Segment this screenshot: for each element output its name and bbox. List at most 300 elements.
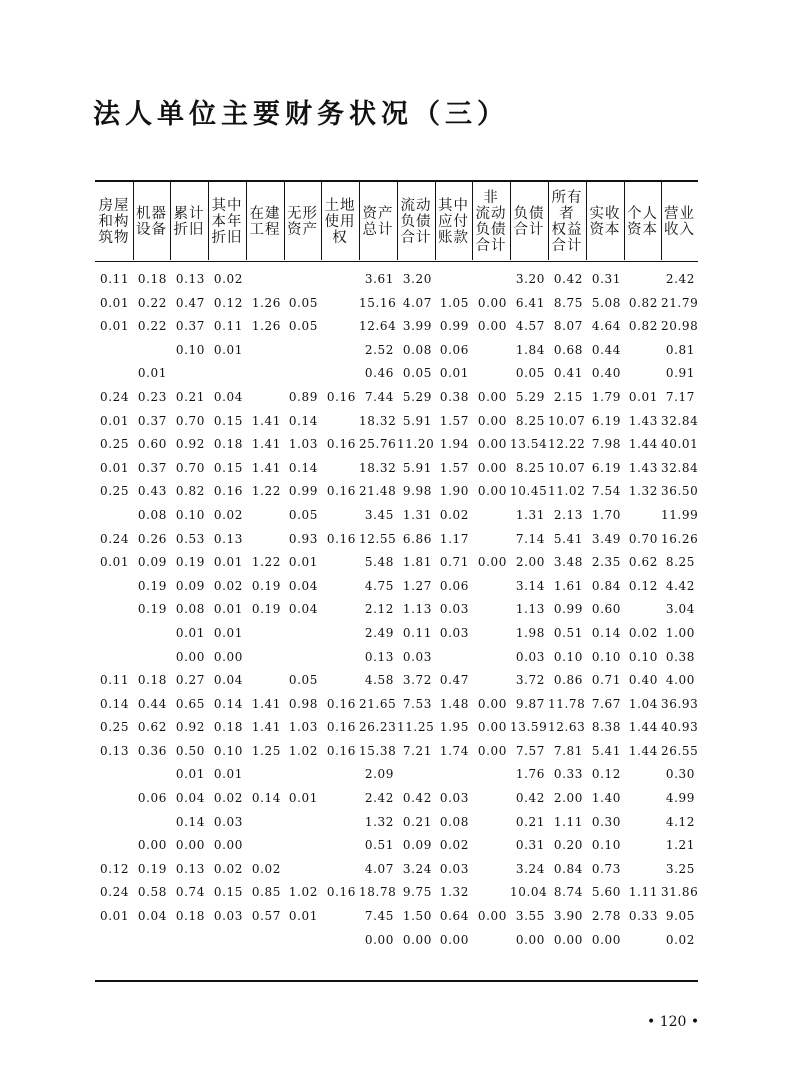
- table-cell: 1.44: [628, 437, 658, 452]
- column-header: [170, 184, 208, 260]
- page-number: • 120 •: [647, 1014, 700, 1030]
- table-cell: 0.57: [251, 909, 281, 924]
- table-cell: 0.00: [137, 838, 167, 853]
- table-cell: 12.55: [359, 531, 397, 546]
- table-cell: 0.41: [553, 366, 583, 381]
- table-cell: 1.61: [553, 578, 583, 593]
- table-cell: 8.74: [553, 885, 583, 900]
- table-cell: 0.68: [553, 342, 583, 357]
- table-cell: 36.93: [661, 696, 699, 711]
- table-cell: 7.81: [553, 743, 583, 758]
- table-cell: 8.38: [591, 720, 621, 735]
- table-cell: 8.07: [553, 319, 583, 334]
- table-cell: 0.44: [137, 696, 167, 711]
- table-row: [95, 480, 698, 504]
- table-cell: 3.72: [402, 673, 432, 688]
- table-cell: 0.12: [591, 767, 621, 782]
- table-cell: 0.02: [213, 578, 243, 593]
- table-cell: 1.25: [251, 743, 281, 758]
- table-cell: 3.49: [591, 531, 621, 546]
- table-cell: 11.20: [397, 437, 435, 452]
- table-cell: 1.03: [288, 437, 318, 452]
- table-cell: 1.43: [628, 460, 658, 475]
- table-cell: 12.22: [548, 437, 586, 452]
- table-cell: 21.48: [359, 484, 397, 499]
- table-cell: 0.01: [213, 342, 243, 357]
- table-cell: 0.03: [439, 625, 469, 640]
- table-cell: 36.50: [661, 484, 699, 499]
- table-cell: 1.02: [288, 743, 318, 758]
- table-cell: 1.41: [251, 437, 281, 452]
- table-cell: 0.82: [628, 295, 658, 310]
- table-cell: 6.19: [591, 413, 621, 428]
- table-cell: 7.54: [591, 484, 621, 499]
- table-cell: 1.26: [251, 319, 281, 334]
- table-cell: 0.05: [288, 295, 318, 310]
- table-cell: 0.19: [251, 602, 281, 617]
- table-cell: 2.13: [553, 507, 583, 522]
- table-cell: 0.05: [288, 319, 318, 334]
- table-cell: 0.64: [439, 909, 469, 924]
- table-cell: 0.05: [515, 366, 545, 381]
- table-cell: 0.12: [213, 295, 243, 310]
- table-cell: 2.42: [665, 272, 695, 286]
- table-cell: 0.16: [326, 885, 356, 900]
- table-cell: 0.02: [213, 791, 243, 806]
- table-cell: 1.44: [628, 720, 658, 735]
- table-cell: 0.14: [288, 413, 318, 428]
- table-cell: 0.51: [364, 838, 394, 853]
- table-cell: 2.12: [364, 602, 394, 617]
- table-cell: 26.55: [661, 743, 699, 758]
- table-cell: 3.45: [364, 507, 394, 522]
- table-cell: 7.44: [364, 389, 394, 404]
- table-cell: 0.03: [439, 602, 469, 617]
- table-cell: 0.00: [477, 437, 507, 452]
- table-cell: 0.38: [439, 389, 469, 404]
- table-cell: 0.86: [553, 673, 583, 688]
- table-cell: 0.02: [439, 838, 469, 853]
- table-cell: 1.94: [439, 437, 469, 452]
- table-cell: 1.81: [402, 555, 432, 570]
- table-cell: 25.76: [359, 437, 397, 452]
- table-cell: 5.91: [402, 460, 432, 475]
- table-cell: 0.84: [553, 861, 583, 876]
- table-cell: 40.93: [661, 720, 699, 735]
- table-cell: 0.01: [213, 767, 243, 782]
- table-cell: 7.57: [515, 743, 545, 758]
- table-cell: 0.10: [553, 649, 583, 664]
- table-cell: 0.00: [477, 909, 507, 924]
- table-cell: 0.30: [591, 814, 621, 829]
- table-cell: 1.76: [515, 767, 545, 782]
- table-cell: 3.25: [665, 861, 695, 876]
- table-cell: 0.02: [439, 507, 469, 522]
- column-header-label: 个人 资本: [627, 206, 658, 238]
- table-cell: 0.10: [591, 838, 621, 853]
- table-cell: 1.84: [515, 342, 545, 357]
- table-cell: 4.07: [402, 295, 432, 310]
- table-cell: 5.41: [553, 531, 583, 546]
- table-cell: 0.16: [326, 484, 356, 499]
- table-cell: 9.87: [515, 696, 545, 711]
- table-cell: 2.42: [364, 791, 394, 806]
- table-cell: 1.57: [439, 413, 469, 428]
- table-cell: 1.44: [628, 743, 658, 758]
- table-cell: 0.01: [100, 413, 130, 428]
- table-cell: 0.18: [175, 909, 205, 924]
- table-cell: 13.54: [510, 437, 548, 452]
- table-cell: 0.00: [477, 319, 507, 334]
- table-cell: 5.41: [591, 743, 621, 758]
- table-cell: 0.42: [402, 791, 432, 806]
- table-cell: 3.14: [515, 578, 545, 593]
- table-cell: 0.13: [213, 531, 243, 546]
- table-cell: 0.14: [288, 460, 318, 475]
- column-header: [548, 184, 586, 260]
- table-cell: 0.70: [175, 413, 205, 428]
- table-cell: 1.98: [515, 625, 545, 640]
- table-cell: 0.08: [175, 602, 205, 617]
- column-header-label: 资产 总计: [362, 206, 394, 238]
- table-cell: 0.01: [439, 366, 469, 381]
- table-bottom-rule: [95, 980, 698, 982]
- table-cell: 0.01: [213, 602, 243, 617]
- table-cell: 9.98: [402, 484, 432, 499]
- column-header-label: 无形 资产: [287, 206, 318, 238]
- table-cell: 0.01: [100, 319, 130, 334]
- table-cell: 7.67: [591, 696, 621, 711]
- table-cell: 0.00: [477, 484, 507, 499]
- table-cell: 0.02: [213, 507, 243, 522]
- table-cell: 0.02: [665, 932, 695, 947]
- table-cell: 0.73: [591, 861, 621, 876]
- table-cell: 0.16: [326, 720, 356, 735]
- table-cell: 0.01: [100, 295, 130, 310]
- table-cell: 0.19: [137, 861, 167, 876]
- table-cell: 0.10: [175, 342, 205, 357]
- table-cell: 0.01: [288, 909, 318, 924]
- table-cell: 1.41: [251, 413, 281, 428]
- column-header: [208, 184, 246, 260]
- table-cell: 0.00: [402, 932, 432, 947]
- table-cell: 4.64: [591, 319, 621, 334]
- table-cell: 0.53: [175, 531, 205, 546]
- table-cell: 5.29: [515, 389, 545, 404]
- table-cell: 0.25: [100, 484, 130, 499]
- table-cell: 7.98: [591, 437, 621, 452]
- table-cell: 0.19: [137, 578, 167, 593]
- table-cell: 1.32: [364, 814, 394, 829]
- table-cell: 16.26: [661, 531, 699, 546]
- table-cell: 10.45: [510, 484, 548, 499]
- table-cell: 1.48: [439, 696, 469, 711]
- column-header: [359, 184, 397, 260]
- table-cell: 32.84: [661, 413, 699, 428]
- table-cell: 0.05: [402, 366, 432, 381]
- table-cell: 4.42: [665, 578, 695, 593]
- table-cell: 0.92: [175, 720, 205, 735]
- table-cell: 0.15: [213, 460, 243, 475]
- column-header-label: 其中 本年 折旧: [211, 198, 243, 246]
- table-cell: 0.02: [628, 625, 658, 640]
- table-cell: 0.31: [515, 838, 545, 853]
- table-cell: 0.27: [175, 673, 205, 688]
- table-row: [95, 362, 698, 386]
- table-row: [95, 386, 698, 410]
- table-cell: 0.03: [439, 791, 469, 806]
- table-cell: 1.31: [515, 507, 545, 522]
- table-cell: 26.23: [359, 720, 397, 735]
- table-cell: 0.01: [213, 555, 243, 570]
- table-cell: 1.11: [628, 885, 658, 900]
- table-cell: 0.91: [665, 366, 695, 381]
- table-cell: 0.13: [364, 649, 394, 664]
- table-cell: 0.00: [477, 720, 507, 735]
- table-row: [95, 693, 698, 717]
- table-cell: 3.90: [553, 909, 583, 924]
- table-cell: 0.00: [477, 460, 507, 475]
- table-row: [95, 834, 698, 858]
- table-cell: 7.21: [402, 743, 432, 758]
- table-cell: 0.16: [326, 437, 356, 452]
- table-cell: 4.57: [515, 319, 545, 334]
- table-cell: 0.37: [175, 319, 205, 334]
- table-cell: 4.75: [364, 578, 394, 593]
- table-row: [95, 292, 698, 316]
- table-cell: 8.25: [665, 555, 695, 570]
- table-cell: 0.00: [477, 413, 507, 428]
- table-cell: 0.02: [213, 861, 243, 876]
- table-cell: 0.00: [439, 932, 469, 947]
- table-cell: 0.05: [288, 673, 318, 688]
- table-cell: 0.13: [175, 861, 205, 876]
- table-body: [95, 268, 698, 952]
- table-cell: 3.20: [515, 272, 545, 286]
- table-cell: 2.00: [553, 791, 583, 806]
- table-cell: 40.01: [661, 437, 699, 452]
- table-cell: 1.50: [402, 909, 432, 924]
- table-cell: 0.00: [477, 295, 507, 310]
- table-row: [95, 669, 698, 693]
- column-header-label: 在建 工程: [249, 206, 281, 238]
- table-cell: 0.99: [288, 484, 318, 499]
- table-cell: 0.40: [628, 673, 658, 688]
- column-header: [133, 184, 170, 260]
- column-header-label: 其中 应付 账款: [438, 198, 469, 246]
- table-cell: 0.37: [137, 413, 167, 428]
- table-cell: 0.21: [402, 814, 432, 829]
- table-cell: 1.57: [439, 460, 469, 475]
- table-cell: 0.06: [439, 342, 469, 357]
- column-header-label: 流动 负债 合计: [400, 198, 432, 246]
- table-cell: 1.32: [628, 484, 658, 499]
- table-cell: 3.24: [515, 861, 545, 876]
- table-cell: 0.62: [628, 555, 658, 570]
- table-cell: 11.78: [548, 696, 586, 711]
- table-cell: 0.01: [288, 555, 318, 570]
- table-cell: 0.08: [402, 342, 432, 357]
- table-cell: 0.84: [591, 578, 621, 593]
- table-cell: 21.79: [661, 295, 699, 310]
- table-cell: 1.04: [628, 696, 658, 711]
- table-cell: 15.16: [359, 295, 397, 310]
- table-cell: 0.15: [213, 885, 243, 900]
- table-cell: 0.04: [137, 909, 167, 924]
- table-cell: 0.11: [402, 625, 432, 640]
- table-cell: 0.50: [175, 743, 205, 758]
- table-cell: 3.72: [515, 673, 545, 688]
- table-cell: 1.22: [251, 484, 281, 499]
- column-header: [661, 184, 698, 260]
- table-cell: 0.20: [553, 838, 583, 853]
- table-cell: 0.14: [100, 696, 130, 711]
- table-row: [95, 622, 698, 646]
- table-cell: 0.14: [251, 791, 281, 806]
- table-cell: 0.03: [402, 649, 432, 664]
- table-cell: 0.65: [175, 696, 205, 711]
- table-cell: 6.19: [591, 460, 621, 475]
- table-row: [95, 410, 698, 434]
- table-cell: 1.00: [665, 625, 695, 640]
- table-row: [95, 268, 698, 292]
- table-cell: 0.14: [175, 814, 205, 829]
- table-cell: 0.09: [402, 838, 432, 853]
- table-cell: 0.01: [288, 791, 318, 806]
- table-cell: 1.27: [402, 578, 432, 593]
- table-cell: 0.03: [439, 861, 469, 876]
- table-cell: 0.03: [213, 814, 243, 829]
- table-cell: 0.36: [137, 743, 167, 758]
- table-cell: 0.58: [137, 885, 167, 900]
- table-cell: 0.00: [477, 555, 507, 570]
- table-cell: 0.13: [100, 743, 130, 758]
- table-cell: 18.32: [359, 413, 397, 428]
- table-cell: 2.52: [364, 342, 394, 357]
- table-cell: 1.21: [665, 838, 695, 853]
- table-row: [95, 881, 698, 905]
- table-cell: 0.81: [665, 342, 695, 357]
- table-cell: 5.48: [364, 555, 394, 570]
- table-cell: 4.07: [364, 861, 394, 876]
- column-header: [95, 184, 133, 260]
- table-cell: 0.16: [326, 743, 356, 758]
- table-cell: 7.53: [402, 696, 432, 711]
- table-cell: 0.01: [175, 767, 205, 782]
- table-cell: 0.15: [213, 413, 243, 428]
- table-cell: 13.59: [510, 720, 548, 735]
- table-cell: 0.00: [213, 649, 243, 664]
- table-cell: 0.00: [477, 696, 507, 711]
- table-cell: 0.10: [628, 649, 658, 664]
- table-cell: 2.09: [364, 767, 394, 782]
- table-cell: 0.03: [213, 909, 243, 924]
- table-cell: 0.22: [137, 295, 167, 310]
- table-cell: 4.12: [665, 814, 695, 829]
- table-cell: 11.25: [397, 720, 435, 735]
- table-cell: 6.86: [402, 531, 432, 546]
- table-row: [95, 858, 698, 882]
- column-header-label: 房屋 和构 筑物: [98, 198, 130, 246]
- table-cell: 0.19: [175, 555, 205, 570]
- table-cell: 0.13: [175, 272, 205, 286]
- table-cell: 1.17: [439, 531, 469, 546]
- table-cell: 32.84: [661, 460, 699, 475]
- table-cell: 0.31: [591, 272, 621, 286]
- table-cell: 0.21: [515, 814, 545, 829]
- column-header-label: 实收 资本: [589, 206, 621, 238]
- table-cell: 8.25: [515, 460, 545, 475]
- table-cell: 0.04: [175, 791, 205, 806]
- table-cell: 0.19: [251, 578, 281, 593]
- table-cell: 0.11: [213, 319, 243, 334]
- table-cell: 0.03: [515, 649, 545, 664]
- column-header-label: 所有 者 权益 合计: [551, 190, 583, 254]
- table-row: [95, 528, 698, 552]
- table-cell: 0.38: [665, 649, 695, 664]
- table-cell: 0.00: [477, 743, 507, 758]
- table-cell: 1.41: [251, 460, 281, 475]
- table-cell: 0.46: [364, 366, 394, 381]
- table-cell: 0.04: [213, 673, 243, 688]
- table-row: [95, 551, 698, 575]
- table-cell: 0.47: [175, 295, 205, 310]
- table-cell: 5.08: [591, 295, 621, 310]
- table-row: [95, 716, 698, 740]
- table-cell: 0.24: [100, 389, 130, 404]
- table-cell: 1.05: [439, 295, 469, 310]
- table-cell: 0.71: [439, 555, 469, 570]
- table-cell: 0.33: [628, 909, 658, 924]
- table-cell: 0.01: [100, 555, 130, 570]
- table-cell: 1.13: [515, 602, 545, 617]
- table-cell: 0.10: [175, 507, 205, 522]
- table-cell: 12.63: [548, 720, 586, 735]
- table-cell: 1.32: [439, 885, 469, 900]
- table-row: [95, 575, 698, 599]
- column-header: [510, 184, 548, 260]
- table-cell: 0.00: [553, 932, 583, 947]
- table-cell: 1.43: [628, 413, 658, 428]
- table-cell: 0.44: [591, 342, 621, 357]
- table-cell: 0.06: [439, 578, 469, 593]
- table-cell: 0.00: [175, 838, 205, 853]
- table-cell: 0.25: [100, 437, 130, 452]
- table-cell: 0.04: [288, 602, 318, 617]
- table-row: [95, 339, 698, 363]
- table-cell: 0.99: [439, 319, 469, 334]
- table-cell: 3.24: [402, 861, 432, 876]
- table-cell: 9.05: [665, 909, 695, 924]
- table-cell: 0.00: [364, 932, 394, 947]
- table-cell: 0.19: [137, 602, 167, 617]
- table-cell: 1.70: [591, 507, 621, 522]
- table-cell: 7.45: [364, 909, 394, 924]
- table-cell: 1.22: [251, 555, 281, 570]
- table-cell: 0.99: [553, 602, 583, 617]
- table-cell: 0.09: [175, 578, 205, 593]
- table-cell: 2.78: [591, 909, 621, 924]
- table-cell: 0.43: [137, 484, 167, 499]
- column-header-label: 营业 收入: [664, 206, 695, 238]
- table-cell: 10.07: [548, 460, 586, 475]
- table-cell: 7.14: [515, 531, 545, 546]
- table-cell: 0.16: [213, 484, 243, 499]
- table-cell: 0.60: [591, 602, 621, 617]
- table-cell: 18.32: [359, 460, 397, 475]
- table-cell: 8.75: [553, 295, 583, 310]
- table-cell: 0.40: [591, 366, 621, 381]
